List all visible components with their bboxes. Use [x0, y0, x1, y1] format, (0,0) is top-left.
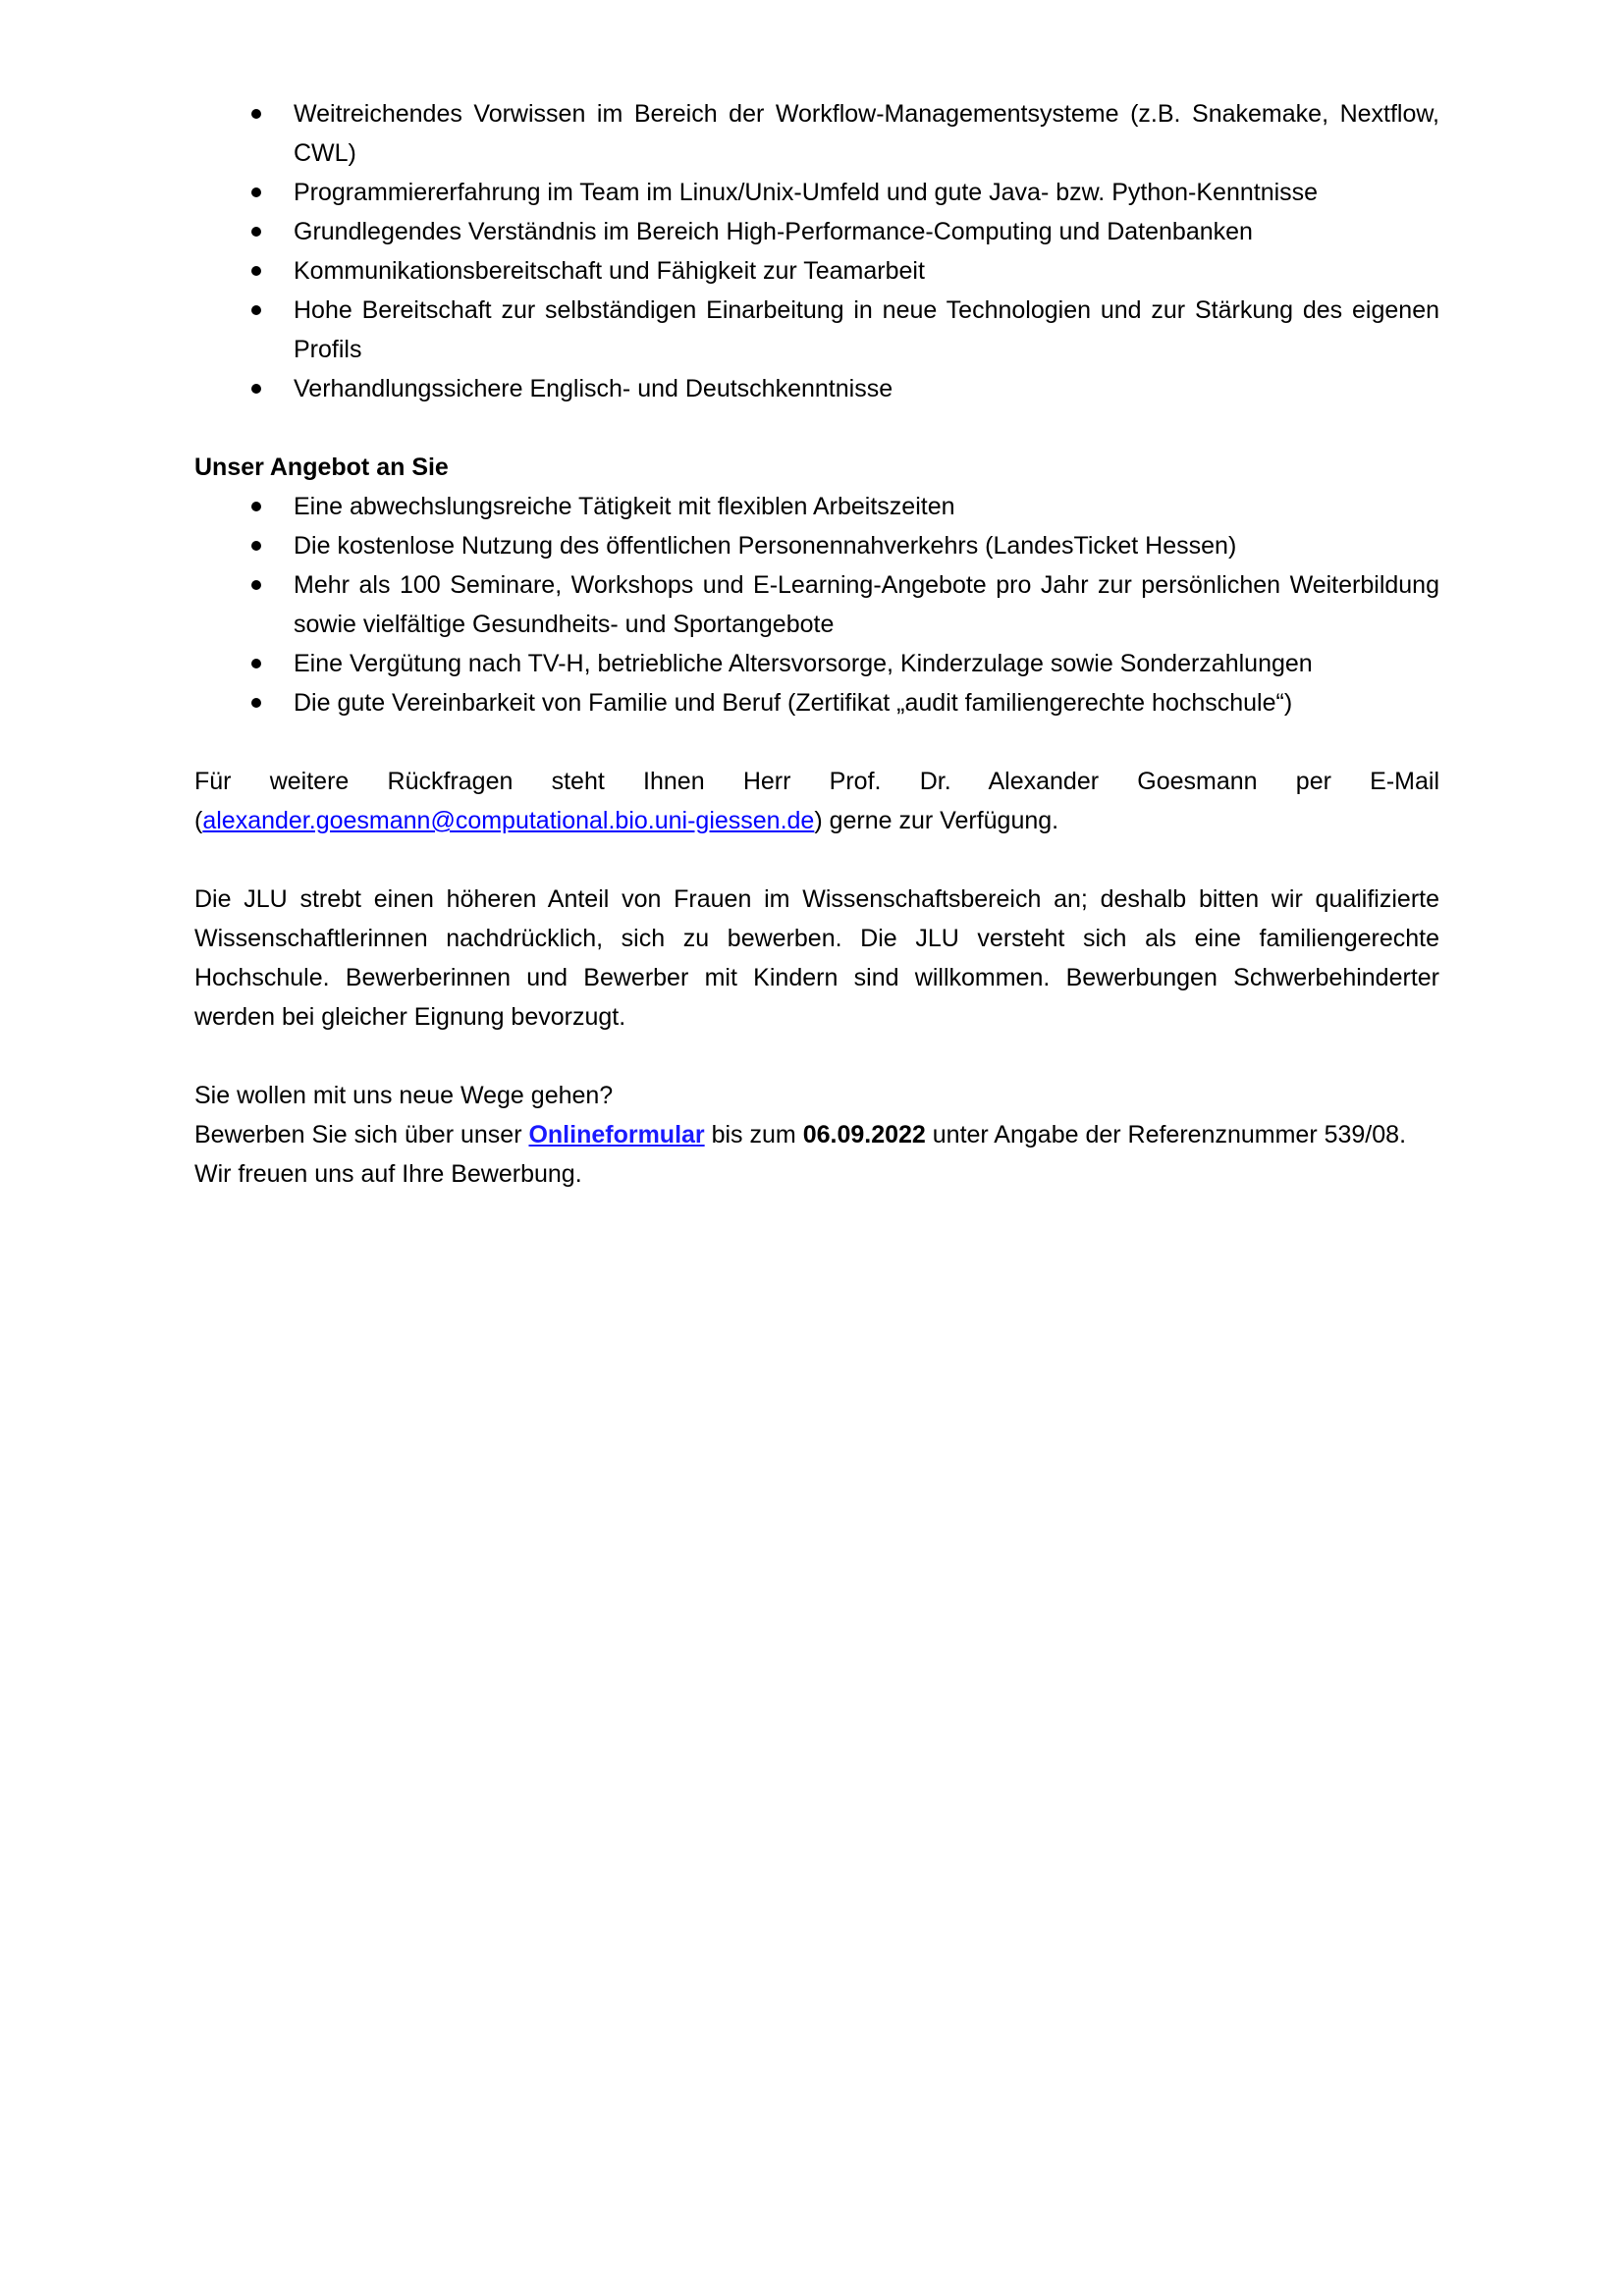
- list-item-text: Die kostenlose Nutzung des öffentlichen Personennahverkehrs (LandesTicket Hessen): [294, 532, 1237, 560]
- bullet-icon: [251, 187, 261, 197]
- list-item: [194, 683, 1439, 722]
- list-item-text: Verhandlungssichere Englisch- und Deutschkenntnisse: [294, 375, 893, 402]
- list-item-text: Programmiererfahrung im Team im Linux/Unix-Umfeld und gute Java- bzw. Python-Kenntnisse: [294, 179, 1319, 206]
- apply-paragraph: [194, 1076, 1439, 1194]
- open-paren: (: [194, 807, 203, 834]
- bullet-icon: [251, 305, 261, 315]
- bullet-icon: [251, 541, 261, 551]
- contact-paragraph: [194, 762, 1439, 840]
- requirements-list: [194, 94, 1439, 408]
- apply-question: Sie wollen mit uns neue Wege gehen?: [194, 1082, 614, 1109]
- list-item: [194, 251, 1439, 291]
- application-deadline: 06.09.2022: [802, 1121, 926, 1148]
- apply-line-mid: bis zum: [704, 1121, 803, 1148]
- contact-email-link[interactable]: alexander.goesmann@computational.bio.uni-giessen.de: [202, 807, 815, 834]
- bullet-icon: [251, 227, 261, 237]
- bullet-icon: [251, 384, 261, 394]
- document-page: [194, 94, 1439, 1194]
- list-item: [194, 526, 1439, 565]
- offer-heading: Unser Angebot an Sie: [194, 454, 449, 481]
- apply-line: [194, 1115, 1439, 1154]
- bullet-icon: [251, 580, 261, 590]
- bullet-icon: [251, 109, 261, 119]
- list-item: [194, 173, 1439, 212]
- contact-after-text: ) gerne zur Verfügung.: [814, 807, 1059, 834]
- bullet-icon: [251, 502, 261, 511]
- list-item-text: Grundlegendes Verständnis im Bereich High-Performance-Computing und Datenbanken: [294, 218, 1253, 245]
- list-item: [194, 369, 1439, 408]
- contact-line-2: [194, 801, 1439, 840]
- online-form-link[interactable]: Onlineformular: [528, 1121, 705, 1148]
- apply-line-end: unter Angabe der Referenznummer 539/08.: [925, 1121, 1407, 1148]
- list-item: [194, 291, 1439, 369]
- contact-line-1: Für weitere Rückfragen steht Ihnen Herr Prof. Dr. Alexander Goesmann per E-Mail: [194, 768, 1439, 795]
- list-item: [194, 644, 1439, 683]
- bullet-icon: [251, 698, 261, 708]
- apply-line-start: Bewerben Sie sich über unser: [194, 1121, 529, 1148]
- equality-paragraph: Die JLU strebt einen höheren Anteil von Frauen im Wissenschaftsbereich an; deshalb bitten wir qualifizierte Wissenschaftlerinnen nachdrücklich, sich zu bewerben. Die JLU versteht sich als eine familiengerechte Hochschule. Bewerberinnen und Bewerber mit Kindern sind willkommen. Bewerbungen Schwerbehinderter werden bei gleicher Eignung bevorzugt.: [194, 885, 1439, 1031]
- offer-list: [194, 487, 1439, 722]
- list-item: [194, 565, 1439, 644]
- apply-closing: Wir freuen uns auf Ihre Bewerbung.: [194, 1160, 582, 1188]
- list-item-text: Eine abwechslungsreiche Tätigkeit mit flexiblen Arbeitszeiten: [294, 493, 955, 520]
- bullet-icon: [251, 266, 261, 276]
- list-item-text: Die gute Vereinbarkeit von Familie und Beruf (Zertifikat „audit familiengerechte hochschule“): [294, 689, 1293, 717]
- list-item-text: Mehr als 100 Seminare, Workshops und E-Learning-Angebote pro Jahr zur persönlichen Weiterbildung sowie vielfältige Gesundheits- und Sportangebote: [294, 571, 1439, 638]
- list-item-text: Kommunikationsbereitschaft und Fähigkeit zur Teamarbeit: [294, 257, 925, 285]
- list-item: [194, 212, 1439, 251]
- bullet-icon: [251, 659, 261, 668]
- list-item: [194, 94, 1439, 173]
- list-item: [194, 487, 1439, 526]
- list-item-text: Eine Vergütung nach TV-H, betriebliche Altersvorsorge, Kinderzulage sowie Sonderzahlungen: [294, 650, 1313, 677]
- list-item-text: Hohe Bereitschaft zur selbständigen Einarbeitung in neue Technologien und zur Stärkung des eigenen Profils: [294, 296, 1439, 363]
- list-item-text: Weitreichendes Vorwissen im Bereich der Workflow-Managementsysteme (z.B. Snakemake, Nextflow, CWL): [294, 100, 1439, 167]
